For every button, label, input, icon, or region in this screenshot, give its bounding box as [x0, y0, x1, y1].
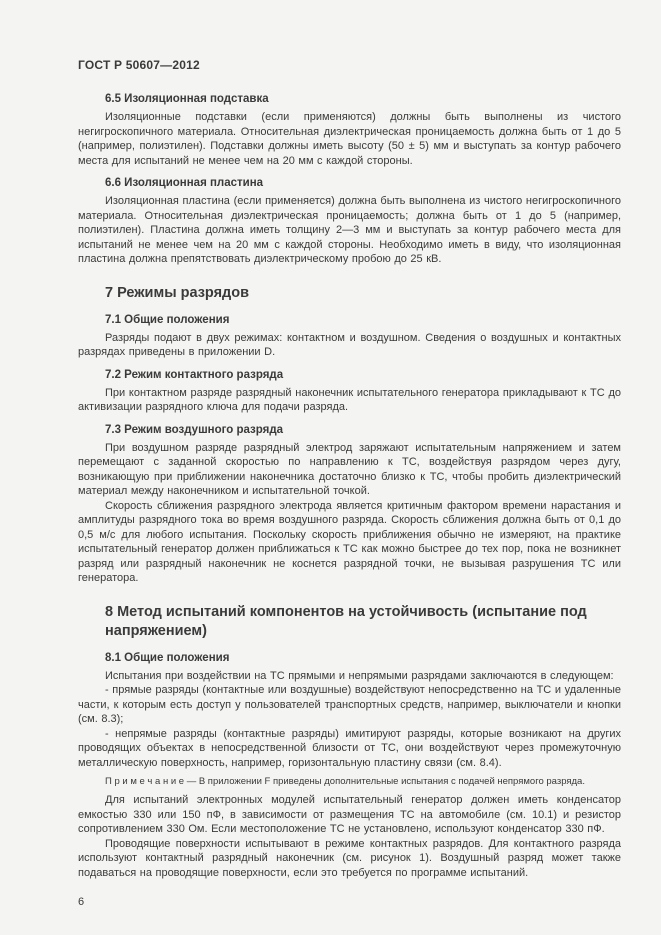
heading-7-2: 7.2 Режим контактного разряда [105, 368, 284, 381]
paragraph-7-1: Разряды подают в двух режимах: контактном и воздушном. Сведения о воздушных и контактных разрядах приведены в приложении D. [78, 331, 621, 358]
paragraph-8-1-direct-discharges: - прямые разряды (контактные или воздушные) воздействуют непосредственно на ТС и удаленные части, к которым есть доступ у пользователей транспортных средств, например, выключатели и кнопки (см. 8.3); [78, 684, 621, 725]
paragraph-7-3-a: При воздушном разряде разрядный электрод заряжают испытательным напряжением и затем перемещают с заданной скоростью по направлению к ТС, воздействуя разрядом через дугу, возникающую при приближении наконечника достаточно близко к ТС, чтобы пробить диэлектрический материал между наконечником и испытательной точкой. [78, 441, 621, 497]
paragraph-6-6: Изоляционная пластина (если применяется) должна быть выполнена из чистого негигроскопичного материала. Относительная диэлектрическая проницаемость; должна быть от 1 до 5 (например, полиэтилен). Пластина должна иметь толщину 2—3 мм и выступать за контур рабочего места для испытаний не менее чем на 20 мм с каждой стороны. Необходимо иметь в виду, что изоляционная пластина должна препятствовать диэлектрическому пробою до 25 кВ. [78, 195, 621, 265]
heading-8: 8 Метод испытаний компонентов на устойчивость (испытание под напряжением) [105, 603, 587, 639]
running-header: ГОСТ Р 50607—2012 [78, 58, 200, 72]
heading-6-6: 6.6 Изоляционная пластина [105, 177, 264, 189]
heading-7-1: 7.1 Общие положения [105, 313, 230, 326]
heading-6-5: 6.5 Изоляционная подставка [105, 93, 269, 105]
heading-7: 7 Режимы разрядов [105, 284, 250, 301]
note-8-1: П р и м е ч а н и е — В приложении F приведены дополнительные испытания с подачей непрямого разряда. [105, 776, 585, 787]
paragraph-7-2: При контактном разряде разрядный наконечник испытательного генератора прикладывают к ТС до активизации разрядного ключа для подачи разряда. [78, 386, 621, 413]
heading-8-1: 8.1 Общие положения [105, 651, 230, 664]
paragraph-8-1-intro: Испытания при воздействии на ТС прямыми и непрямыми разрядами заключаются в следующем: [105, 669, 614, 682]
paragraph-7-3-b: Скорость сближения разрядного электрода является критичным фактором времени нарастания и амплитуды разрядного тока во время воздушного разряда. Скорость сближения должна быть от 0,1 до 0,5 м/с для любого испытания. Поскольку скорость приближения обычно не измеряют, на практике испытательный генератор должен приближаться к ТС как можно быстрее до тех пор, пока не возникнет разряд или разрядный наконечник не коснется разрядной точки, не вызывая разрушения ТС или генератора. [78, 499, 621, 584]
heading-7-3: 7.3 Режим воздушного разряда [105, 423, 284, 436]
paragraph-8-1-conductive-surfaces: Проводящие поверхности испытывают в режиме контактных разрядов. Для контактного разряда используют контактный разрядный наконечник (см. рисунок 1). Воздушный разряд может также подаваться на проводящие поверхности, если это требуется по программе испытаний. [78, 837, 621, 879]
paragraph-8-1-generator: Для испытаний электронных модулей испытательный генератор должен иметь конденсатор емкостью 330 или 150 пФ, в зависимости от размещения ТС на автомобиле (см. 10.1) и резистор сопротивлением 330 Ом. Если местоположение ТС не установлено, используют конденсатор 330 пФ. [78, 794, 621, 835]
paragraph-6-5: Изоляционные подставки (если применяются) должны быть выполнены из чистого негигроскопичного материала. Относительная диэлектрическая проницаемость должна быть от 1 до 5 (например, полиэтилен). Подставки должны иметь высоту (50 ± 5) мм и выступать за контур рабочего места для испытаний не менее чем на 20 мм с каждой стороны. [78, 111, 621, 167]
page-number: 6 [78, 896, 85, 908]
paragraph-8-1-indirect-discharges: - непрямые разряды (контактные разряды) имитируют разряды, которые возникают на других проводящих объектах в непосредственной близости от ТС, они воздействуют через промежуточную металлическую поверхность, например, горизонтальную пластину связи (см. 8.4). [78, 727, 621, 769]
